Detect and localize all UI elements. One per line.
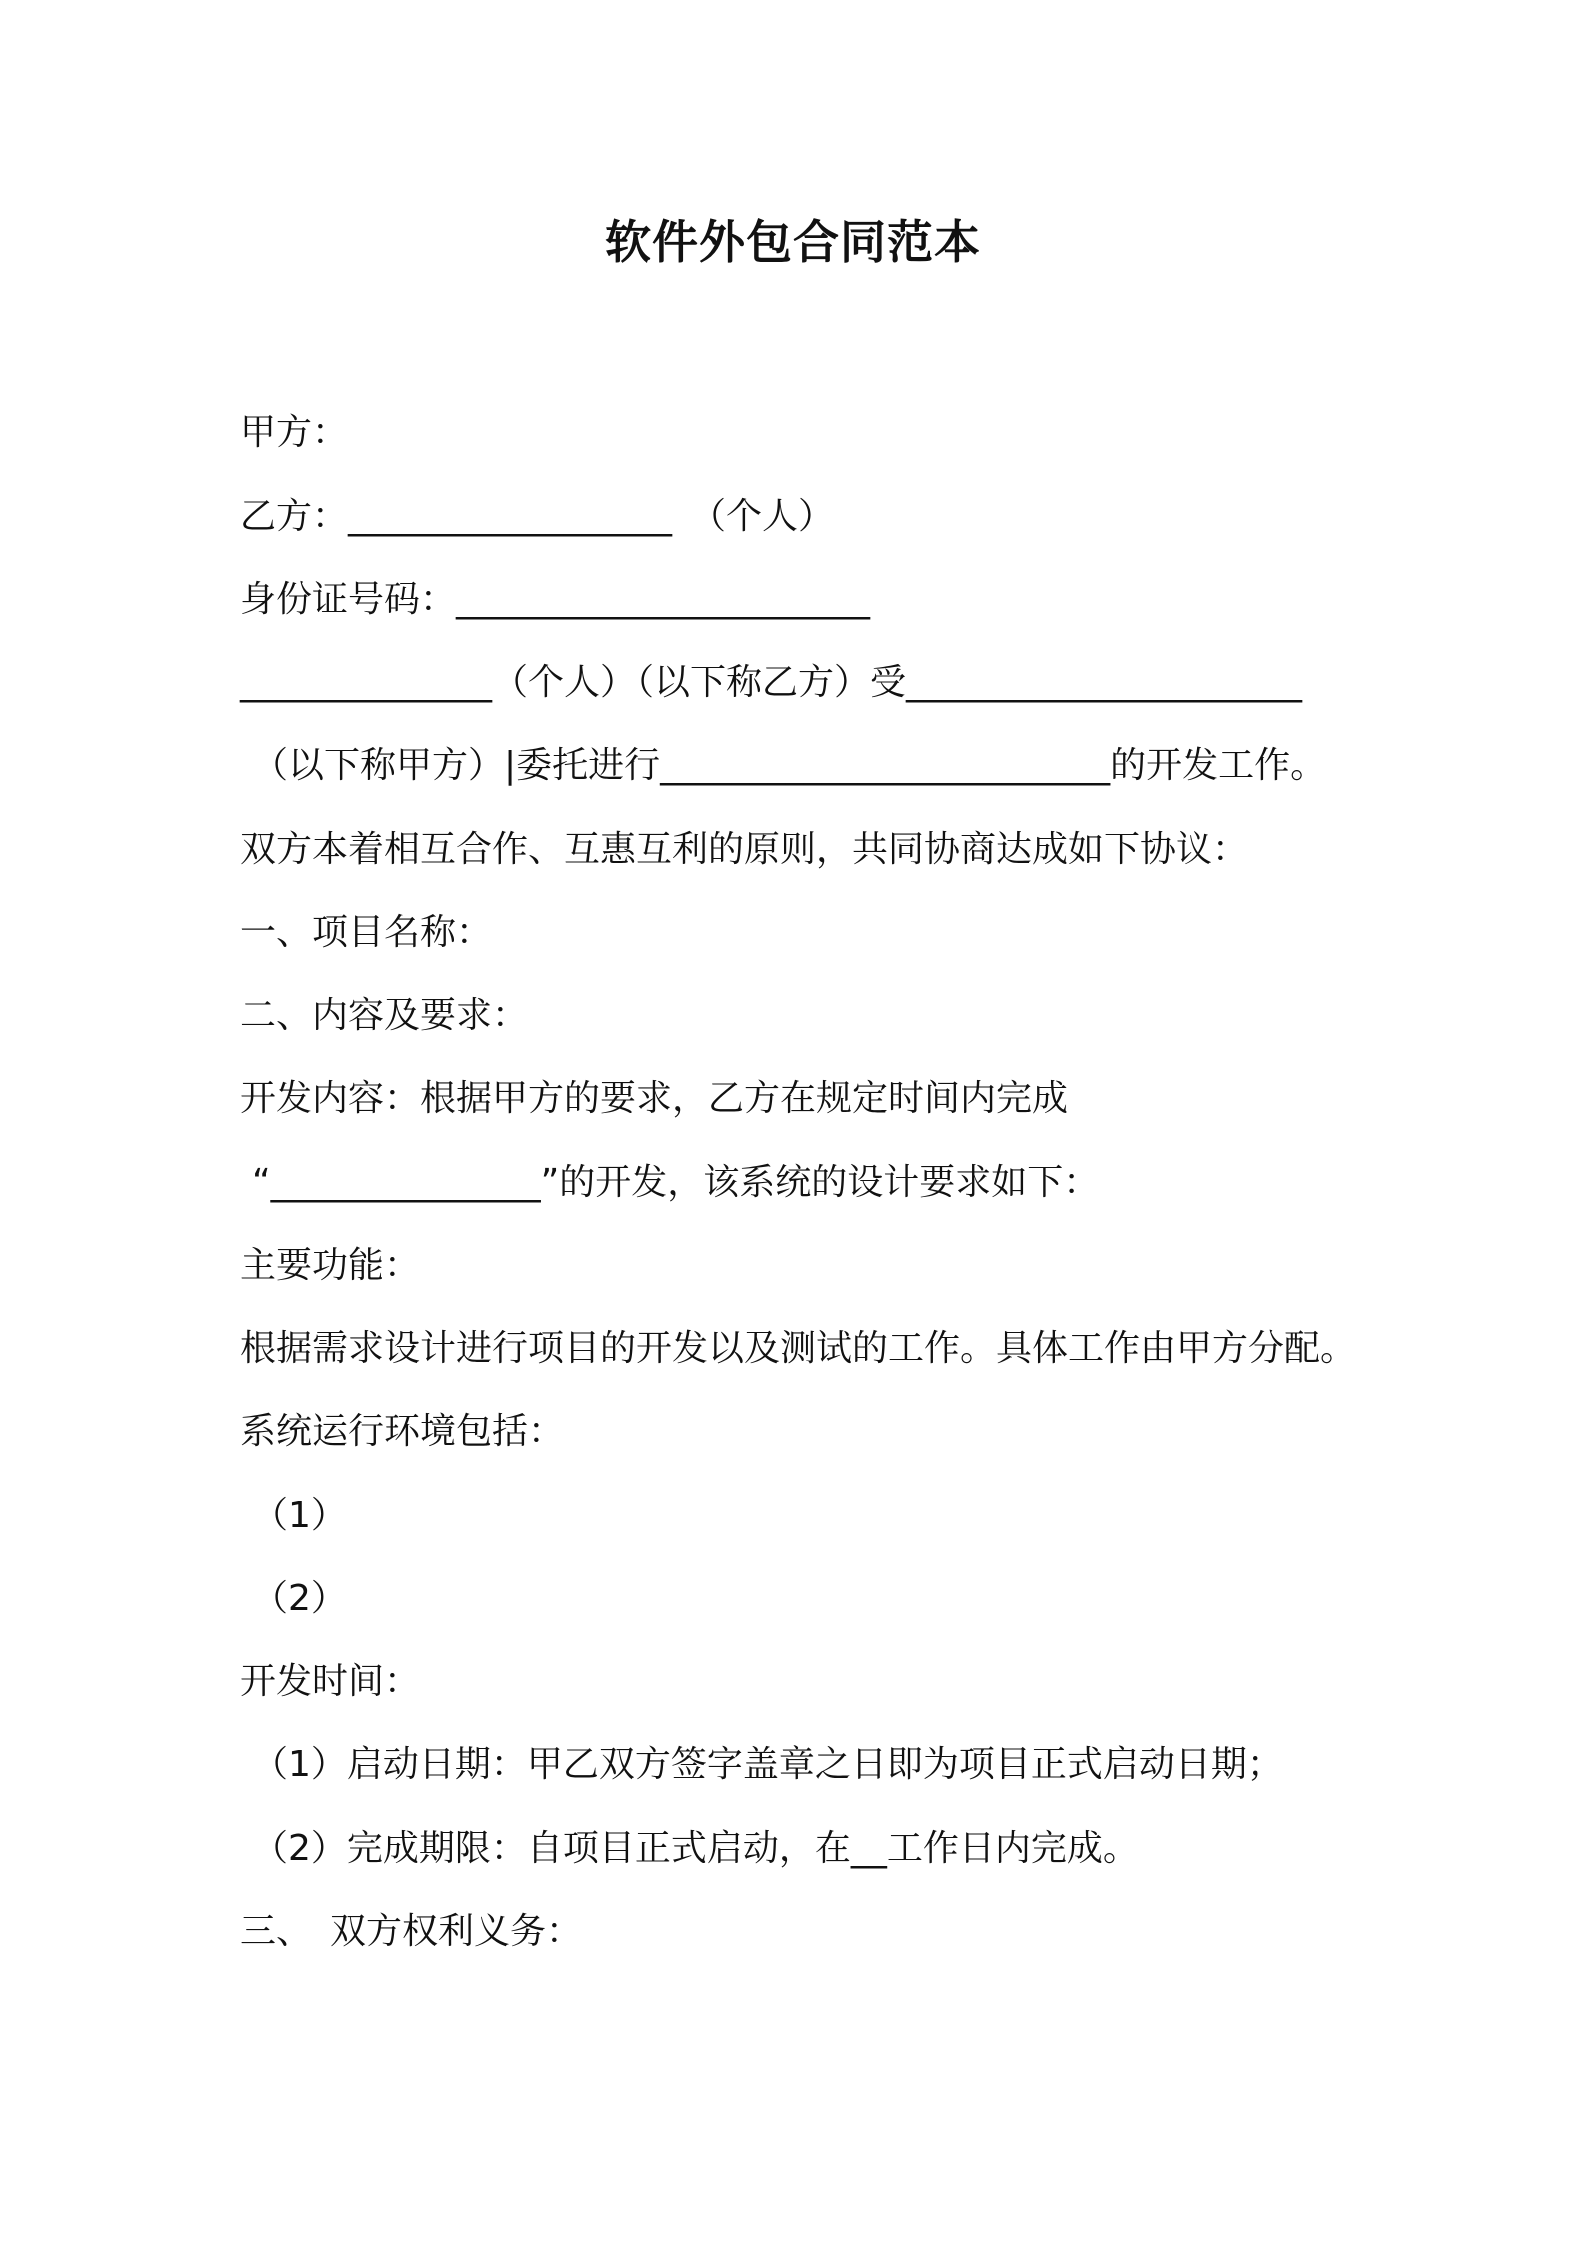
section-content-requirements: 二、内容及要求： xyxy=(240,995,529,1036)
development-content-line: 开发内容：根据甲方的要求，乙方在规定时间内完成 xyxy=(240,1078,1069,1119)
environment-item-1: （1） xyxy=(252,1495,347,1536)
section-project-name: 一、项目名称： xyxy=(240,912,493,953)
party-a-line: 甲方： xyxy=(240,412,349,453)
environment-item-2: （2） xyxy=(252,1578,347,1619)
party-b-line: 乙方：__________________ （个人） xyxy=(240,496,835,537)
main-functions-text: 根据需求设计进行项目的开发以及测试的工作。具体工作由甲方分配。 xyxy=(240,1328,1357,1369)
runtime-environment-heading: 系统运行环境包括： xyxy=(240,1411,565,1452)
document-title: 软件外包合同范本 xyxy=(605,215,981,269)
entrustment-line-2: （以下称甲方）|委托进行_________________________的开发工作。 xyxy=(252,745,1327,786)
development-time-heading: 开发时间： xyxy=(240,1661,421,1702)
section-rights-obligations: 三、 双方权利义务： xyxy=(240,1911,583,1952)
start-date-line: （1）启动日期：甲乙双方签字盖章之日即为项目正式启动日期； xyxy=(252,1744,1283,1785)
main-functions-heading: 主要功能： xyxy=(240,1245,421,1286)
system-design-line: “_______________”的开发，该系统的设计要求如下： xyxy=(252,1162,1100,1203)
completion-deadline-line: （2）完成期限：自项目正式启动，在__工作日内完成。 xyxy=(252,1828,1139,1869)
entrustment-line-1: ______________（个人）（以下称乙方）受______________________ xyxy=(240,662,1303,703)
id-number-line: 身份证号码：_______________________ xyxy=(240,579,871,620)
agreement-intro-line: 双方本着相互合作、互惠互利的原则，共同协商达成如下协议： xyxy=(240,829,1249,870)
